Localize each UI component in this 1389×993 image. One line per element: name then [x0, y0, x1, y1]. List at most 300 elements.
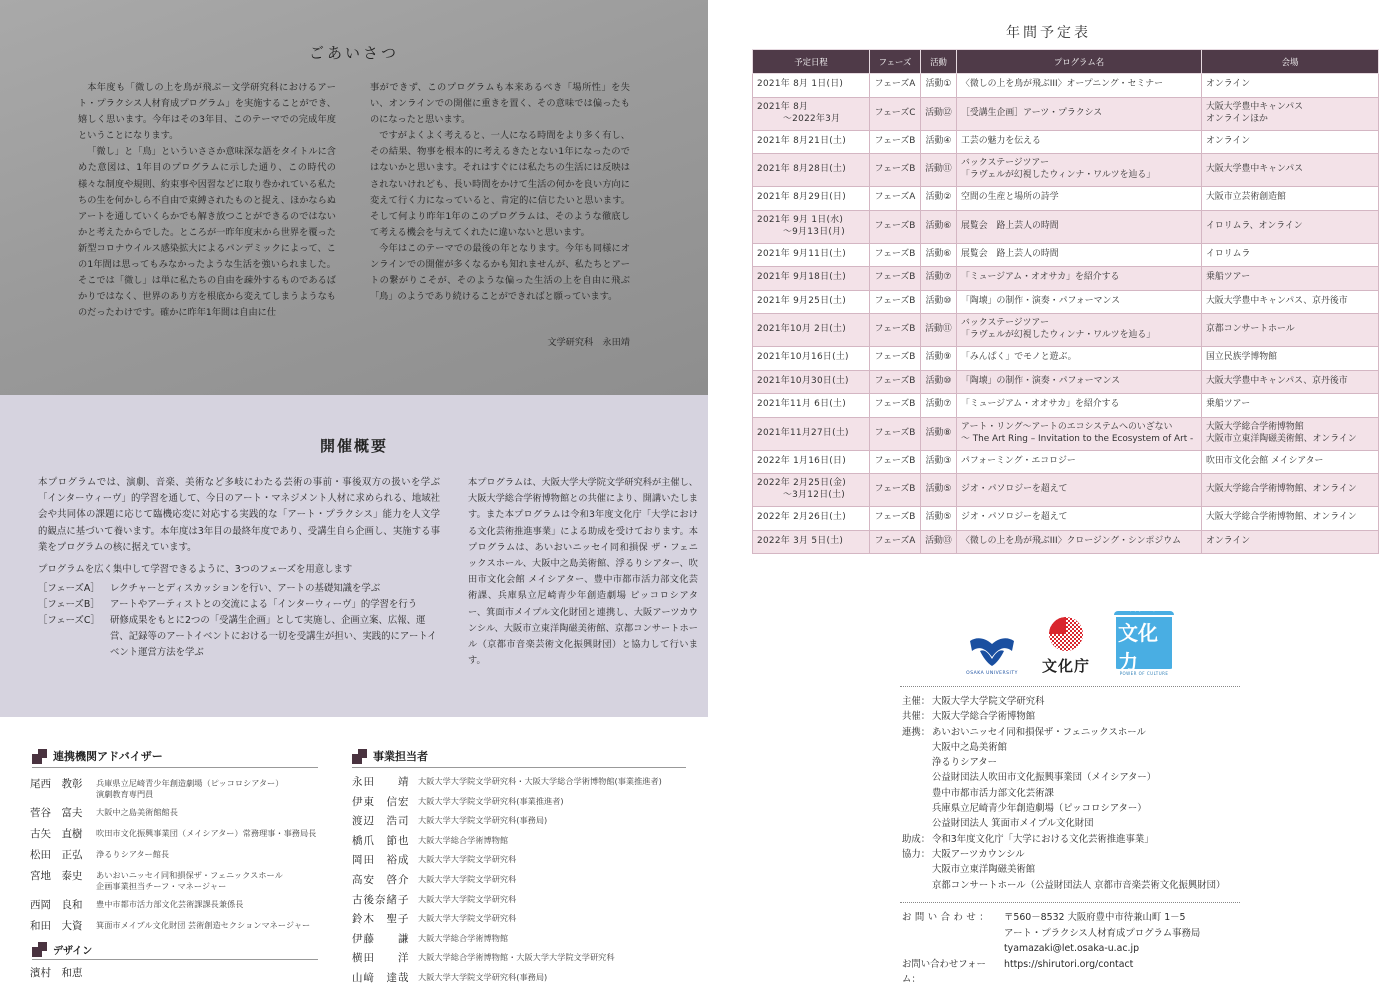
header-program: プログラム名	[957, 50, 1202, 74]
schedule-date-line: 2021年 9月 1日(水)	[757, 214, 844, 225]
contact-address: 〒560－8532 大阪府豊中市待兼山町 1－5	[1004, 912, 1186, 923]
credit-line: 京都コンサートホール（公益財団法人 京都市音楽芸術文化振興財団）	[932, 879, 1226, 891]
advisor-row	[30, 847, 330, 862]
schedule-venue	[1202, 97, 1379, 130]
schedule-venue-line: イロリムラ	[1206, 248, 1251, 259]
schedule-date-line: 〜3月12日(土)	[783, 490, 846, 500]
schedule-program-line: ジオ・パソロジーを超えて	[961, 484, 1068, 495]
staff-row	[352, 950, 692, 965]
schedule-phase	[870, 74, 921, 98]
schedule-activity-line: 活動⑬	[925, 535, 952, 546]
schedule-activity-line: 活動⑥	[925, 220, 952, 231]
schedule-date-line: 2022年 2月25日(金)	[757, 478, 846, 489]
schedule-activity	[921, 530, 957, 554]
schedule-table	[752, 49, 1379, 554]
schedule-phase	[870, 417, 921, 450]
greeting-paragraph: 「微し」と「鳥」といういささか意味深な語をタイトルに含めた意図は、1年目のプログラムに示した通り、この時代の様々な制度や規則、約束事や因習などに取り巻かれている私たちの生を何かしら不自由で束縛されたものと捉え、ほかならぬアートを通していくらかでも解き放つことができるのではないかと考えたからでした。ところが一昨年度末から世界を覆った新型コロナウイルス感染拡大によるパンデミックによって、この1年間は思ってもみなかったような生活を強いられました。そこでは「微し」は単に私たちの自由を疎外するものであるばかりではなく、世界のあり方を根底から変えてしまうようなものだったわけです。確かに昨年1年間は自由に仕	[78, 146, 336, 319]
schedule-date-line: 2021年 9月18日(土)	[757, 272, 846, 283]
credit-values	[932, 847, 1262, 893]
credit-line: 大阪大学大学院文学研究科	[932, 696, 1045, 707]
schedule-date-line: 2021年 9月25日(土)	[757, 295, 846, 306]
schedule-venue-line: 国立民族学博物館	[1206, 352, 1277, 363]
credit-row	[902, 709, 1262, 724]
schedule-row	[753, 474, 1379, 507]
schedule-row	[753, 314, 1379, 347]
schedule-program	[957, 370, 1202, 394]
schedule-program	[957, 187, 1202, 211]
schedule-activity-line: 活動⑦	[925, 272, 952, 283]
schedule-phase	[870, 474, 921, 507]
power-small-text: 大学から	[1130, 605, 1159, 613]
schedule-phase	[870, 314, 921, 347]
schedule-phase-line: フェーズB	[874, 220, 916, 231]
schedule-program-line: 〜 The Art Ring – Invitation to the Ecosystem of Art -	[961, 433, 1194, 444]
contact-lines	[1004, 910, 1262, 957]
schedule-phase	[870, 507, 921, 531]
advisor-row	[30, 897, 330, 912]
schedule-phase-line: フェーズC	[874, 107, 916, 118]
schedule-date-line: 2021年 8月28日(土)	[757, 164, 846, 175]
credit-key: 主催：	[902, 696, 931, 707]
square-mark-icon	[32, 942, 47, 957]
advisor-affiliation-line: あいおいニッセイ同和損保ザ・フェニックスホール	[96, 870, 283, 880]
schedule-program-line: バックステージツアー	[961, 318, 1050, 329]
schedule-phase-line: フェーズB	[874, 272, 916, 283]
staff-row	[352, 833, 692, 848]
staff-row	[352, 931, 692, 946]
schedule-phase-line: フェーズB	[874, 248, 916, 259]
overview-column-1	[38, 475, 440, 661]
schedule-program-line: 工芸の魅力を伝える	[961, 135, 1041, 146]
schedule-venue	[1202, 474, 1379, 507]
schedule-date	[753, 394, 870, 418]
schedule-venue	[1202, 290, 1379, 314]
osaka-university-logo	[966, 635, 1018, 676]
schedule-row	[753, 74, 1379, 98]
schedule-date-line: 2021年11月27日(土)	[757, 427, 849, 438]
power-en-text: POWER OF CULTURE	[1119, 671, 1169, 676]
square-mark-icon	[32, 749, 47, 764]
designer-name: 濱村 和恵	[30, 967, 83, 979]
advisor-affiliation	[96, 868, 283, 892]
staff-affiliation: 大阪大学大学院文学研究科	[418, 854, 517, 865]
greeting-section	[0, 0, 708, 395]
schedule-date	[753, 290, 870, 314]
advisor-affiliation-line: 企画事業担当チーフ・マネージャー	[96, 881, 227, 891]
schedule-activity-line: 活動⑫	[925, 107, 952, 118]
schedule-phase	[870, 154, 921, 187]
advisor-affiliation	[96, 805, 178, 818]
schedule-venue-line: 大阪大学総合学術博物館	[1206, 421, 1304, 432]
schedule-date	[753, 314, 870, 347]
phase-lead: プログラムを広く集中して学習できるように、3つのフェーズを用意します	[38, 564, 353, 576]
schedule-activity	[921, 474, 957, 507]
bunkacho-logo	[1042, 616, 1090, 676]
osaka-university-text: OSAKA UNIVERSITY	[966, 671, 1018, 676]
schedule-program	[957, 474, 1202, 507]
advisor-affiliation-line: 吹田市文化振興事業団（メイシアター）常務理事・事務局長	[96, 828, 317, 838]
schedule-activity	[921, 370, 957, 394]
advisors-heading	[32, 748, 163, 764]
schedule-date	[753, 417, 870, 450]
staff-name: 橋爪 節也	[352, 834, 410, 847]
schedule-activity-line: 活動⑩	[925, 295, 952, 306]
staff-name: 古後奈緒子	[352, 893, 410, 906]
staff-affiliation: 大阪大学大学院文学研究科・大阪大学総合学術博物館(事業推進者)	[418, 776, 662, 786]
credit-key: 共催：	[902, 711, 931, 723]
overview-section	[0, 395, 708, 717]
staff-row	[352, 813, 692, 828]
staff-name: 横田 洋	[352, 952, 410, 965]
schedule-activity-line: 活動⑨	[925, 352, 952, 363]
credit-line: 公益財団法人吹田市文化振興事業団（メイシアター）	[932, 772, 1157, 784]
credit-line: 兵庫県立尼崎青少年創造劇場（ピッコロシアター）	[932, 803, 1147, 815]
schedule-venue	[1202, 347, 1379, 371]
contact-email-link[interactable]: tyamazaki@let.osaka-u.ac.jp	[1004, 943, 1140, 954]
schedule-row	[753, 347, 1379, 371]
schedule-activity	[921, 210, 957, 243]
phase-text: レクチャーとディスカッションを行い、アートの基礎知識を学ぶ	[110, 583, 381, 595]
schedule-venue-line: オンライン	[1206, 79, 1251, 90]
advisor-row	[30, 776, 330, 800]
schedule-date-line: 2021年10月16日(土)	[757, 352, 849, 363]
schedule-activity	[921, 450, 957, 474]
schedule-venue	[1202, 187, 1379, 211]
schedule-program-line: 「ミュージアム・オオサカ」を紹介する	[961, 399, 1120, 410]
schedule-date	[753, 130, 870, 154]
schedule-venue	[1202, 243, 1379, 267]
schedule-date-line: 2021年 8月29日(日)	[757, 192, 846, 203]
schedule-venue-line: 大阪大学総合学術博物館、オンライン	[1206, 512, 1357, 523]
schedule-venue	[1202, 154, 1379, 187]
staff-row	[352, 970, 692, 985]
schedule-activity-line: 活動④	[925, 135, 952, 146]
schedule-row	[753, 243, 1379, 267]
schedule-program	[957, 267, 1202, 291]
schedule-date-line: 〜2022年3月	[783, 113, 841, 124]
staff-affiliation: 大阪大学大学院文学研究科	[418, 893, 517, 904]
header-phase: フェーズ	[870, 50, 921, 74]
schedule-phase-line: フェーズB	[874, 455, 916, 466]
power-of-culture-logo	[1114, 605, 1174, 676]
staff-row	[352, 872, 692, 887]
schedule-program	[957, 417, 1202, 450]
schedule-row	[753, 187, 1379, 211]
schedule-row	[753, 154, 1379, 187]
schedule-date-line: 2021年10月30日(土)	[757, 375, 849, 386]
phase-text: 研修成果をもとに2つの「受講生企画」として実施し、企画立案、広報、運営、記録等のアートイベントにおける一切を受講生が担い、実践的にアートイベント運営方法を学ぶ	[110, 615, 437, 659]
schedule-activity	[921, 347, 957, 371]
header-venue: 会場	[1202, 50, 1379, 74]
schedule-date-line: 2021年 9月11日(土)	[757, 248, 846, 259]
greeting-signature: 文学研究科 永田靖	[547, 337, 630, 348]
schedule-venue	[1202, 314, 1379, 347]
schedule-date	[753, 370, 870, 394]
schedule-program-line: 「陶壊」の制作・演奏・パフォーマンス	[961, 375, 1121, 386]
staff-affiliation: 大阪大学大学院文学研究科(事業推進者)	[418, 795, 564, 806]
greeting-paragraph: 今年はこのテーマでの最後の年となります。今年も同様にオンラインでの開催が多くなるかも知れませんが、私たちとアートの繋がりこそが、そのような偏った生活の上を自由に飛ぶ「鳥」のようであり続けることができればと願っています。	[370, 242, 630, 303]
schedule-row	[753, 450, 1379, 474]
staff-row	[352, 892, 692, 907]
schedule-row	[753, 130, 1379, 154]
schedule-phase-line: フェーズB	[874, 135, 916, 146]
schedule-phase	[870, 290, 921, 314]
square-mark-icon	[352, 749, 367, 764]
schedule-row	[753, 97, 1379, 130]
advisor-row	[30, 826, 330, 841]
credit-line: 大阪中之島美術館	[932, 741, 1008, 753]
schedule-program-line: 空間の生産と場所の詩学	[961, 192, 1059, 203]
schedule-activity-line: 活動②	[925, 192, 952, 203]
greeting-column-1	[78, 80, 336, 321]
staff-affiliation: 大阪大学大学院文学研究科(事務局)	[418, 971, 548, 982]
design-heading	[32, 942, 92, 957]
schedule-activity-line: 活動③	[925, 455, 952, 466]
schedule-activity	[921, 97, 957, 130]
phase-key: ［フェーズC］	[38, 615, 100, 627]
greeting-paragraph: 本年度も「微しの上を鳥が飛ぶ－文学研究科におけるアート・プラクシス人材育成プログラム」を実施することができ、嬉しく思います。今年はその3年目、このテーマでの完成年度ということになります。	[78, 82, 336, 142]
schedule-venue-line: 乗船ツアー	[1206, 399, 1251, 410]
advisor-affiliation-line: 演劇教育専門員	[96, 789, 154, 799]
schedule-venue	[1202, 370, 1379, 394]
schedule-activity	[921, 290, 957, 314]
advisor-name: 松田 正弘	[30, 849, 83, 861]
schedule-activity	[921, 243, 957, 267]
schedule-activity	[921, 187, 957, 211]
credit-values	[932, 725, 1262, 832]
schedule-program	[957, 154, 1202, 187]
schedule-activity-line: 活動⑩	[925, 375, 952, 386]
greeting-paragraph: ですがよくよく考えると、一人になる時間をより多く有し、その結果、物事を根本的に考えるきたとない1年になったのではないかと思います。それはすぐには私たちの生活には反映はされないけれども、長い時間をかけて生活の何かを良い方向に変えて行く力になっていると、肯定的に信じたいと思います。そして何より昨年1年のこのプログラムは、そのような徹底して考える機会を与えてくれたに違いないと思います。	[370, 130, 630, 238]
schedule-date	[753, 210, 870, 243]
schedule-venue	[1202, 450, 1379, 474]
schedule-date	[753, 187, 870, 211]
overview-intro: 本プログラムでは、演劇、音楽、美術など多岐にわたる芸術の事前・事後双方の扱いを学ぶ「インターウィーヴ」的学習を通して、今日のアート・マネジメント人材に求められる、地域社会や共同体の課題に応じて臨機応変に対応する実践的な「アート・プラクシス」能力を人文学的観点に基づいて養います。本年度は3年目の最終年度であり、受講生自ら企画し、実施する事業をプログラムの核に据えています。	[38, 477, 440, 553]
schedule-program-line: 「ミュージアム・オオサカ」を紹介する	[961, 272, 1120, 283]
greeting-paragraph: 事ができず、このプログラムも本来あるべき「場所性」を失い、オンラインでの開催に重きを置く、その意味では偏ったものになったと思います。	[370, 82, 630, 126]
schedule-phase	[870, 210, 921, 243]
staff-affiliation: 大阪大学大学院文学研究科	[418, 873, 517, 884]
staff-divider	[352, 767, 686, 768]
schedule-header-row	[753, 50, 1379, 74]
schedule-venue-line: 大阪大学豊中キャンパス、京丹後市	[1206, 375, 1348, 386]
schedule-program	[957, 210, 1202, 243]
schedule-activity	[921, 267, 957, 291]
schedule-venue	[1202, 417, 1379, 450]
schedule-activity-line: 活動①	[925, 79, 952, 90]
advisor-affiliation	[96, 897, 243, 910]
credit-line: 浄るりシアター	[932, 757, 997, 769]
advisor-affiliation	[96, 826, 316, 839]
credits-block	[902, 694, 1262, 893]
schedule-venue	[1202, 267, 1379, 291]
schedule-venue-line: イロリムラ、オンライン	[1206, 220, 1303, 231]
credit-row	[902, 847, 1262, 893]
contact-label: お問い合わせ：	[902, 912, 993, 923]
schedule-date	[753, 267, 870, 291]
schedule-activity	[921, 154, 957, 187]
schedule-phase-line: フェーズB	[874, 399, 916, 410]
advisor-name: 菅谷 富夫	[30, 807, 83, 819]
credit-line: 大阪大学総合学術博物館	[932, 711, 1036, 723]
greeting-column-2	[370, 80, 630, 305]
schedule-activity	[921, 130, 957, 154]
schedule-venue-line: 大阪市立東洋陶磁美術館、オンライン	[1206, 433, 1357, 444]
schedule-phase-line: フェーズB	[874, 352, 916, 363]
credit-line: 大阪アーツカウンシル	[932, 848, 1025, 860]
schedule-program	[957, 243, 1202, 267]
schedule-phase	[870, 97, 921, 130]
advisor-affiliation	[96, 847, 169, 860]
schedule-program	[957, 130, 1202, 154]
contact-form-link[interactable]: https://shirutori.org/contact	[1004, 958, 1134, 970]
contact-block	[902, 910, 1262, 988]
schedule-program-line: バックステージツアー	[961, 158, 1050, 169]
schedule-program-line: 「陶壊」の制作・演奏・パフォーマンス	[961, 295, 1121, 306]
schedule-date	[753, 347, 870, 371]
schedule-venue-line: 乗船ツアー	[1206, 272, 1251, 283]
staff-name: 渡辺 浩司	[352, 815, 410, 828]
schedule-body	[753, 74, 1379, 554]
schedule-date	[753, 74, 870, 98]
schedule-program	[957, 394, 1202, 418]
staff-list	[352, 774, 692, 990]
schedule-date	[753, 450, 870, 474]
schedule-date-line: 2021年11月 6日(土)	[757, 399, 846, 410]
logo-row	[966, 605, 1174, 676]
schedule-program	[957, 290, 1202, 314]
advisor-affiliation-line: 豊中市都市活力部文化芸術課課長兼係長	[96, 899, 244, 909]
phase-a	[38, 581, 440, 597]
header-activity: 活動	[921, 50, 957, 74]
schedule-phase-line: フェーズB	[874, 164, 916, 175]
schedule-date-line: 2021年10月 2日(土)	[757, 324, 846, 335]
phase-key: ［フェーズB］	[38, 599, 100, 611]
schedule-date	[753, 530, 870, 554]
staff-name: 高安 啓介	[352, 873, 410, 886]
advisor-affiliation	[96, 918, 310, 931]
credit-row	[902, 725, 1262, 832]
schedule-venue-line: 吹田市文化会館 メイシアター	[1206, 455, 1324, 466]
schedule-phase	[870, 187, 921, 211]
staff-affiliation: 大阪大学総合学術博物館・大阪大学大学院文学研究科	[418, 952, 615, 963]
schedule-program	[957, 347, 1202, 371]
schedule-venue-line: 大阪市立芸術創造館	[1206, 192, 1286, 203]
staff-row	[352, 852, 692, 867]
header-date: 予定日程	[753, 50, 870, 74]
staff-row	[352, 774, 692, 789]
design-divider	[32, 959, 318, 960]
contact-form-label: お問い合わせフォーム：	[902, 958, 986, 985]
schedule-date	[753, 97, 870, 130]
schedule-venue-line: 大阪大学豊中キャンパス、京丹後市	[1206, 295, 1348, 306]
staff-name: 山﨑 達哉	[352, 971, 410, 984]
schedule-date-line: 2021年 8月 1日(日)	[757, 79, 844, 90]
schedule-date	[753, 507, 870, 531]
schedule-venue	[1202, 394, 1379, 418]
schedule-activity-line: 活動⑤	[925, 512, 952, 523]
schedule-venue	[1202, 74, 1379, 98]
staff-name: 伊藤 謙	[352, 932, 410, 945]
right-page	[708, 0, 1389, 993]
schedule-phase	[870, 347, 921, 371]
schedule-phase-line: フェーズB	[874, 324, 916, 335]
credit-line: 令和3年度文化庁「大学における文化芸術推進事業」	[932, 833, 1154, 845]
staff-affiliation: 大阪大学総合学術博物館	[418, 834, 509, 845]
advisors-divider	[32, 767, 318, 768]
schedule-row	[753, 417, 1379, 450]
advisor-name: 古矢 直樹	[30, 828, 83, 840]
credit-line: あいおいニッセイ同和損保ザ・フェニックスホール	[932, 726, 1146, 738]
contact-office: アート・プラクシス人材育成プログラム事務局	[1004, 927, 1201, 939]
schedule-phase-line: フェーズB	[874, 484, 916, 495]
schedule-activity-line: 活動⑥	[925, 248, 952, 259]
overview-title: 開催概要	[319, 437, 388, 455]
schedule-phase-line: フェーズB	[874, 427, 916, 438]
staff-name: 鈴木 聖子	[352, 913, 410, 926]
schedule-program-line: 「ラヴェルが幻視したウィンナ・ワルツを辿る」	[961, 170, 1156, 180]
phase-text: アートやアーティストとの交流による「インターウィーヴ」的学習を行う	[110, 599, 418, 611]
schedule-program-line: ジオ・パソロジーを超えて	[961, 512, 1068, 523]
bunkacho-emblem-icon	[1048, 616, 1084, 652]
greeting-title: ごあいさつ	[308, 44, 399, 62]
schedule-program	[957, 97, 1202, 130]
advisor-row	[30, 918, 330, 933]
schedule-venue-line: 大阪大学豊中キャンパス	[1206, 101, 1304, 112]
schedule-phase	[870, 394, 921, 418]
schedule-venue	[1202, 130, 1379, 154]
schedule-venue-line: オンライン	[1206, 135, 1251, 146]
schedule-program	[957, 450, 1202, 474]
staff-row	[352, 794, 692, 809]
schedule-venue-line: オンライン	[1206, 535, 1251, 546]
schedule-date	[753, 243, 870, 267]
schedule-date-line: 2022年 1月16日(日)	[757, 455, 846, 466]
schedule-activity	[921, 314, 957, 347]
schedule-phase	[870, 450, 921, 474]
credit-key: 協力：	[902, 848, 931, 860]
schedule-date	[753, 474, 870, 507]
schedule-phase-line: フェーズB	[874, 512, 916, 523]
phase-key: ［フェーズA］	[38, 583, 100, 595]
advisor-name: 和田 大資	[30, 920, 83, 932]
staff-heading	[352, 748, 428, 764]
credit-row	[902, 694, 1262, 709]
schedule-row	[753, 290, 1379, 314]
schedule-venue-line: オンラインほか	[1206, 113, 1268, 124]
staff-affiliation: 大阪大学大学院文学研究科	[418, 913, 517, 924]
overview-column-2: 本プログラムは、大阪大学大学院文学研究科が主催し、大阪大学総合学術博物館との共催により、開講いたします。また本プログラムは令和3年度文化庁「大学における文化芸術推進事業」による助成を受けております。本プログラムは、あいおいニッセイ同和損保 ザ・フェニックスホール、大阪中之島美術館、浮るりシアター、吹田市文化会館 メイシアター、豊中市都市活力部文化芸術課、兵庫県立尼崎青少年創造劇場 ピッコロシアター、箕面市メイプル文化財団と連携し、大阪アーツカウンシル、大阪市立東洋陶磁美術館、京都コンサートホール（京都市音楽芸術文化振興財団）と協力して行います。	[468, 477, 698, 667]
schedule-title: 年間予定表	[1006, 25, 1091, 41]
schedule-phase	[870, 530, 921, 554]
staff-name: 岡田 裕成	[352, 854, 410, 867]
schedule-activity	[921, 394, 957, 418]
credit-values	[932, 694, 1262, 709]
advisor-name: 西岡 良和	[30, 899, 83, 911]
schedule-venue	[1202, 530, 1379, 554]
advisor-affiliation	[96, 776, 283, 800]
credit-values	[932, 709, 1262, 724]
schedule-phase-line: フェーズA	[874, 79, 916, 90]
schedule-program-line: 〈微しの上を鳥が飛ぶIII〉オープニング・セミナー	[961, 79, 1164, 90]
schedule-program-line: アート・リング〜アートのエコシステムへのいざない	[961, 421, 1173, 432]
schedule-phase	[870, 267, 921, 291]
schedule-program-line: 「ラヴェルが幻視したウィンナ・ワルツを辿る」	[961, 330, 1156, 340]
advisor-row	[30, 868, 330, 892]
schedule-venue	[1202, 210, 1379, 243]
advisors-list	[30, 776, 330, 939]
staff-name: 伊東 信宏	[352, 795, 410, 808]
